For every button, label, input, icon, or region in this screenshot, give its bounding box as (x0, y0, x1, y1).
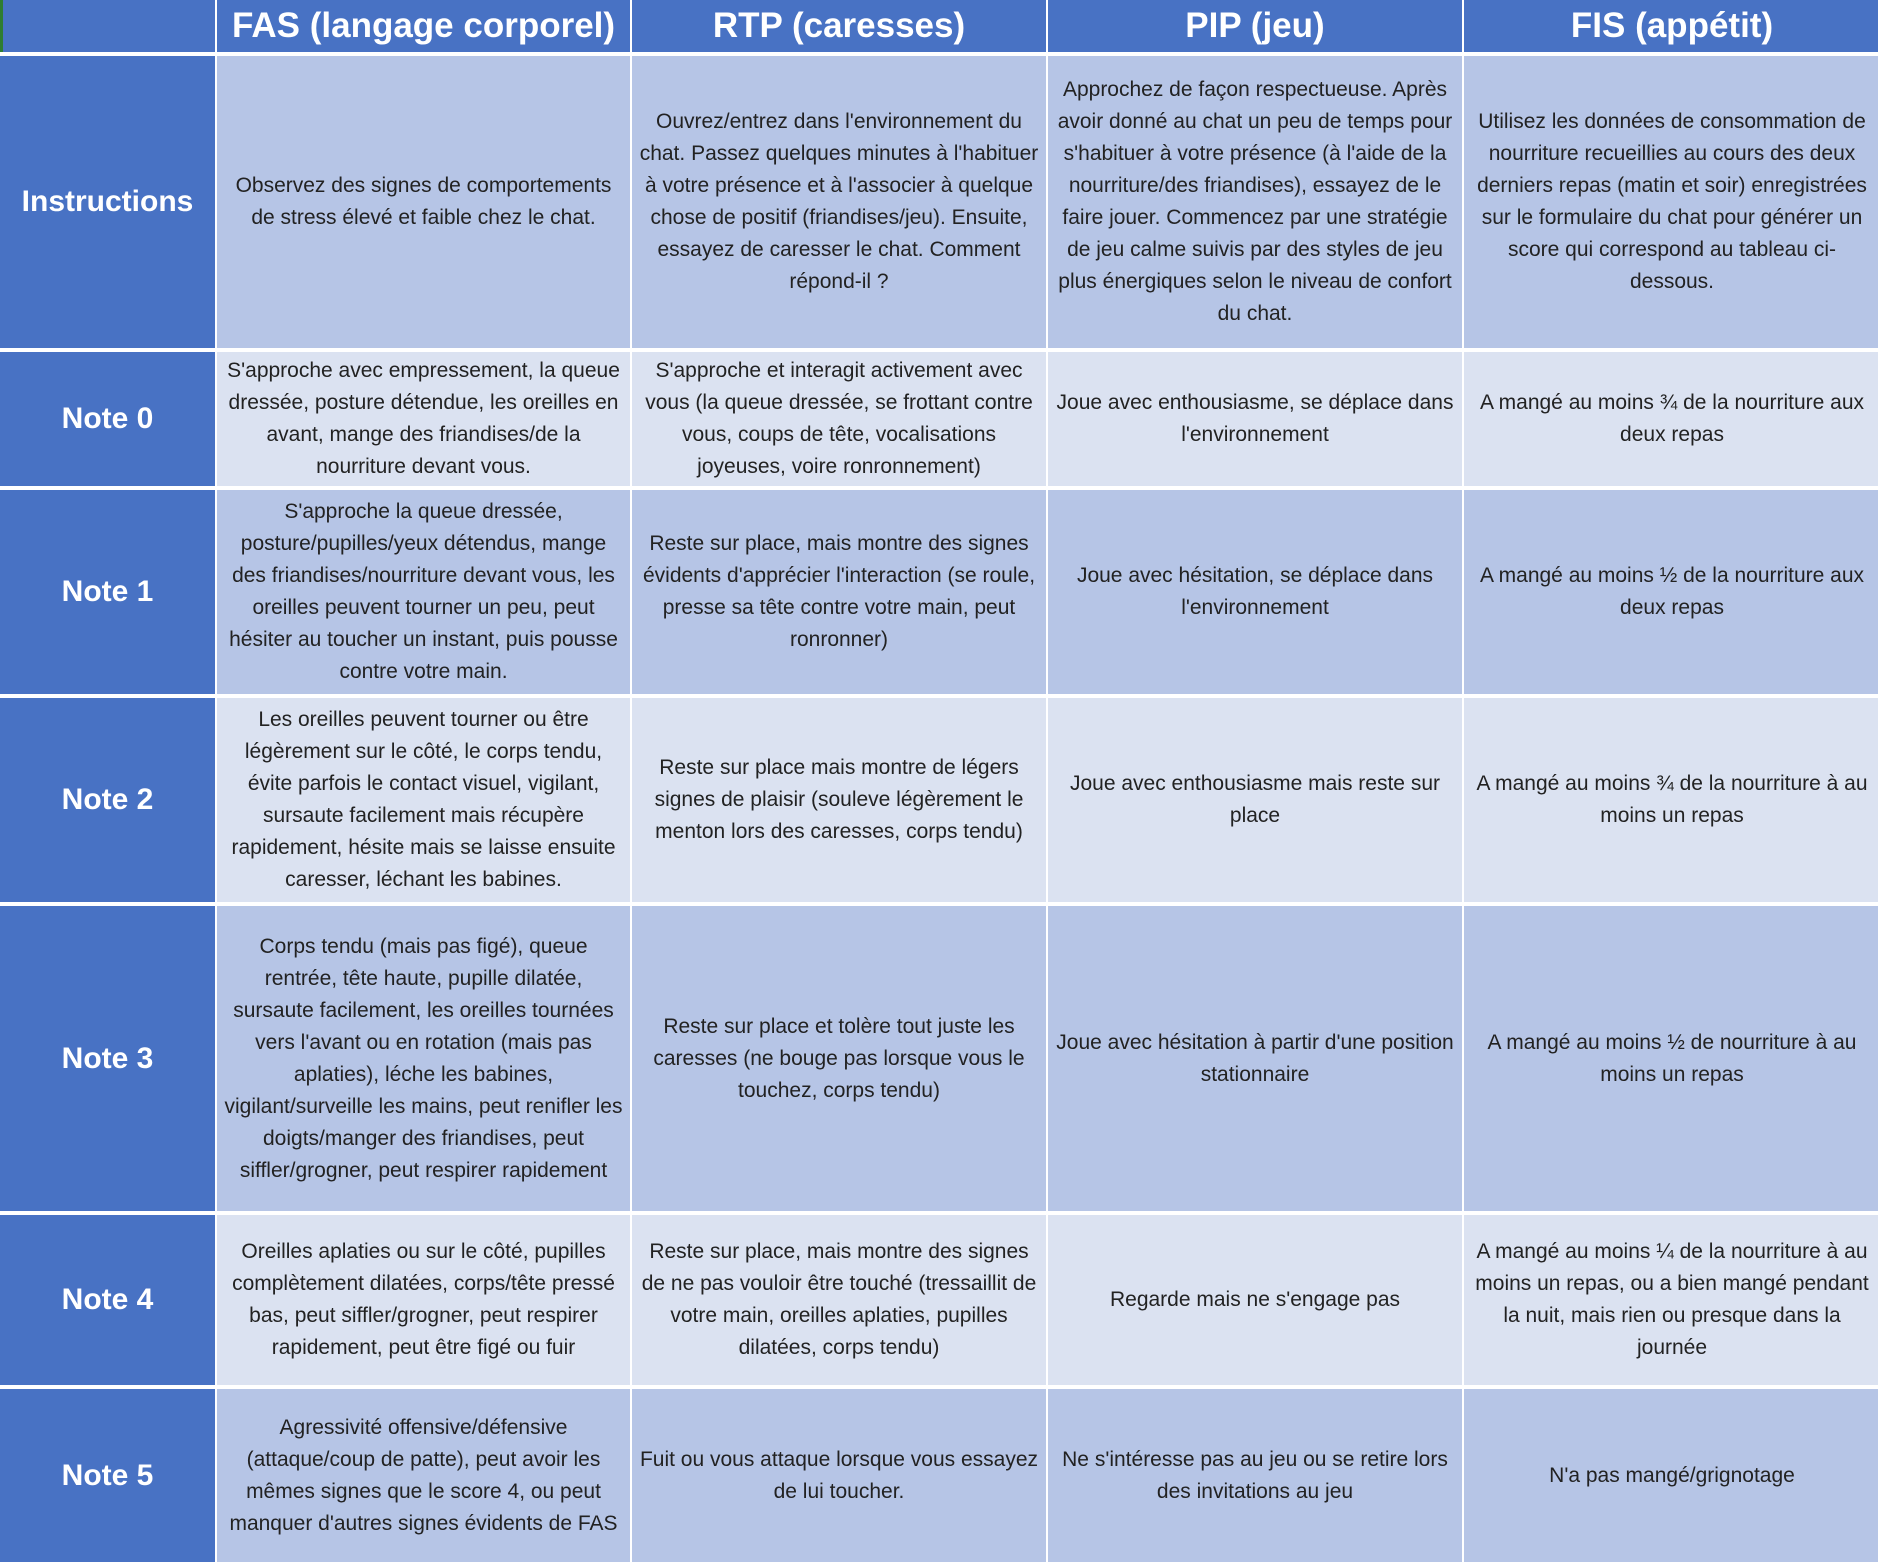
cell-text: Joue avec enthousiasme mais reste sur place (1069, 772, 1440, 827)
table-cell (632, 698, 1046, 902)
cell-text: Oreilles aplaties ou sur le côté, pupilles complètement dilatées, corps/tête pressé bas, peut siffler/grogner, peut respirer rapidement, peut être figé ou fuir (232, 1240, 615, 1359)
table-cell (1048, 906, 1462, 1211)
cell-text: Joue avec enthousiasme, se déplace dans l'environnement (1056, 391, 1454, 446)
row-header-note-4 (0, 1215, 215, 1385)
table-cell (1464, 1389, 1878, 1562)
cell-text: Fuit ou vous attaque lorsque vous essayez de lui toucher. (639, 1447, 1039, 1503)
cell-text: Les oreilles peuvent tourner ou être légèrement sur le côté, le corps tendu, évite parfois le contact visuel, vigilant, sursaute facilement mais récupère rapidement, hésite mais se laisse ensuite caresser, léchant les babines. (231, 708, 616, 891)
cell-text: Corps tendu (mais pas figé), queue rentrée, tête haute, pupille dilatée, sursaute facilement, les oreilles tournées vers l'avant ou en rotation (mais pas aplaties), léche les babines, vigilant/surveille les mains, peut renifler les doigts/manger des friandises, peut siffler/grogner, peut respirer rapidement (224, 934, 623, 1182)
row-header-label: Note 5 (61, 1458, 154, 1492)
cell-text: Approchez de façon respectueuse. Après avoir donné au chat un peu de temps pour s'habituer à votre présence (à l'aide de la nourriture/des friandises), essayez de le faire jouer. Commencez par une stratégie de jeu calme suivis par des styles de jeu plus énergiques selon le niveau de confort du chat. (1057, 78, 1453, 325)
table-cell (1464, 352, 1878, 486)
table-cell (1048, 490, 1462, 694)
cell-text: Joue avec hésitation à partir d'une position stationnaire (1056, 1030, 1454, 1086)
cell-text: Ne s'intéresse pas au jeu ou se retire lors des invitations au jeu (1062, 1447, 1448, 1503)
cell-text: A mangé au moins ¼ de la nourriture à au moins un repas, ou a bien mangé pendant la nuit, mais rien ou presque dans la journée (1475, 1240, 1869, 1359)
cell-text: Reste sur place mais montre de légers signes de plaisir (souleve légèrement le menton lors des caresses, corps tendu) (654, 756, 1024, 843)
cell-text: Agressivité offensive/défensive (attaque/coup de patte), peut avoir les mêmes signes que le score 4, ou peut manquer d'autres signes évidents de FAS (229, 1415, 618, 1535)
cell-text: S'approche avec empressement, la queue dressée, posture détendue, les oreilles en avant, mange des friandises/de la nourriture devant vous. (227, 359, 620, 478)
table-cell (1048, 1389, 1462, 1562)
table-cell (217, 490, 630, 694)
table-cell (1464, 56, 1878, 348)
cell-text: Observez des signes de comportements de stress élevé et faible chez le chat. (235, 174, 612, 229)
table-cell (632, 1389, 1046, 1562)
table-cell (1464, 698, 1878, 902)
cell-text: Reste sur place, mais montre des signes évidents d'apprécier l'interaction (se roule, presse sa tête contre votre main, peut ronronner) (642, 532, 1036, 651)
row-header-label: Note 4 (61, 1283, 154, 1316)
table-cell (217, 1215, 630, 1385)
row-header-label: Note 0 (61, 402, 154, 435)
row-header-note-3 (0, 906, 215, 1211)
row-header-note-0 (0, 352, 215, 486)
cell-text: N'a pas mangé/grignotage (1549, 1463, 1795, 1487)
table-cell (1048, 698, 1462, 902)
row-header-note-5 (0, 1389, 215, 1562)
table-cell (217, 56, 630, 348)
table-cell (217, 906, 630, 1211)
table-cell (1048, 352, 1462, 486)
row-header-label: Note 1 (61, 575, 154, 608)
column-header-label: FIS (appétit) (1570, 6, 1774, 45)
table-cell (632, 490, 1046, 694)
table-cell (217, 698, 630, 902)
table-cell (217, 1389, 630, 1562)
cell-text: Utilisez les données de consommation de nourriture recueillies au cours des deux derniers repas (matin et soir) enregistrées sur le formulaire du chat pour générer un score qui correspond au tableau ci-dessous. (1477, 110, 1867, 293)
table-cell (1048, 56, 1462, 348)
table-cell (1048, 1215, 1462, 1385)
column-header-pip (1048, 0, 1462, 52)
table-cell (632, 56, 1046, 348)
table-cell (632, 906, 1046, 1211)
row-header-note-2 (0, 698, 215, 902)
row-header-note-1 (0, 490, 215, 694)
row-header-label: Note 3 (61, 1041, 154, 1075)
cell-text: S'approche et interagit activement avec vous (la queue dressée, se frottant contre vous, coups de tête, vocalisations joyeuses, voire ronronnement) (645, 359, 1033, 478)
row-header-instructions (0, 56, 215, 348)
cell-text: A mangé au moins ½ de nourriture à au moins un repas (1487, 1030, 1857, 1086)
cell-text: Reste sur place et tolère tout juste les caresses (ne bouge pas lorsque vous le touchez, corps tendu) (653, 1014, 1025, 1102)
cell-text: Reste sur place, mais montre des signes de ne pas vouloir être touché (tressaillit de votre main, oreilles aplaties, pupilles dilatées, corps tendu) (641, 1240, 1037, 1359)
column-header-label: FAS (langage corporel) (231, 6, 616, 45)
row-header-label: Instructions (21, 185, 194, 218)
table-cell (632, 1215, 1046, 1385)
column-header-rtp (632, 0, 1046, 52)
table-cell (1464, 1215, 1878, 1385)
cell-text: A mangé au moins ¾ de la nourriture à au moins un repas (1476, 772, 1868, 827)
cell-text: A mangé au moins ½ de la nourriture aux deux repas (1479, 564, 1865, 619)
cell-text: Ouvrez/entrez dans l'environnement du chat. Passez quelques minutes à l'habituer à votre présence et à l'associer à quelque chose de positif (friandises/jeu). Ensuite, essayez de caresser le chat. Comment répond-il ? (639, 110, 1039, 293)
table-cell (1464, 906, 1878, 1211)
cell-text: Joue avec hésitation, se déplace dans l'environnement (1076, 564, 1434, 619)
column-header-label: RTP (caresses) (712, 6, 966, 45)
cell-text: Regarde mais ne s'engage pas (1109, 1288, 1401, 1311)
row-header-label: Note 2 (61, 783, 154, 816)
column-header-fis (1464, 0, 1878, 52)
table-cell (217, 352, 630, 486)
table-cell (632, 352, 1046, 486)
column-header-fas (217, 0, 630, 52)
table-corner (0, 0, 215, 52)
column-header-label: PIP (jeu) (1185, 6, 1325, 45)
cell-text: A mangé au moins ¾ de la nourriture aux deux repas (1479, 391, 1865, 446)
table-cell (1464, 490, 1878, 694)
cell-text: S'approche la queue dressée, posture/pupilles/yeux détendus, mange des friandises/nourriture devant vous, les oreilles peuvent tourner un peu, peut hésiter au toucher un instant, puis pousse contre votre main. (229, 500, 618, 683)
